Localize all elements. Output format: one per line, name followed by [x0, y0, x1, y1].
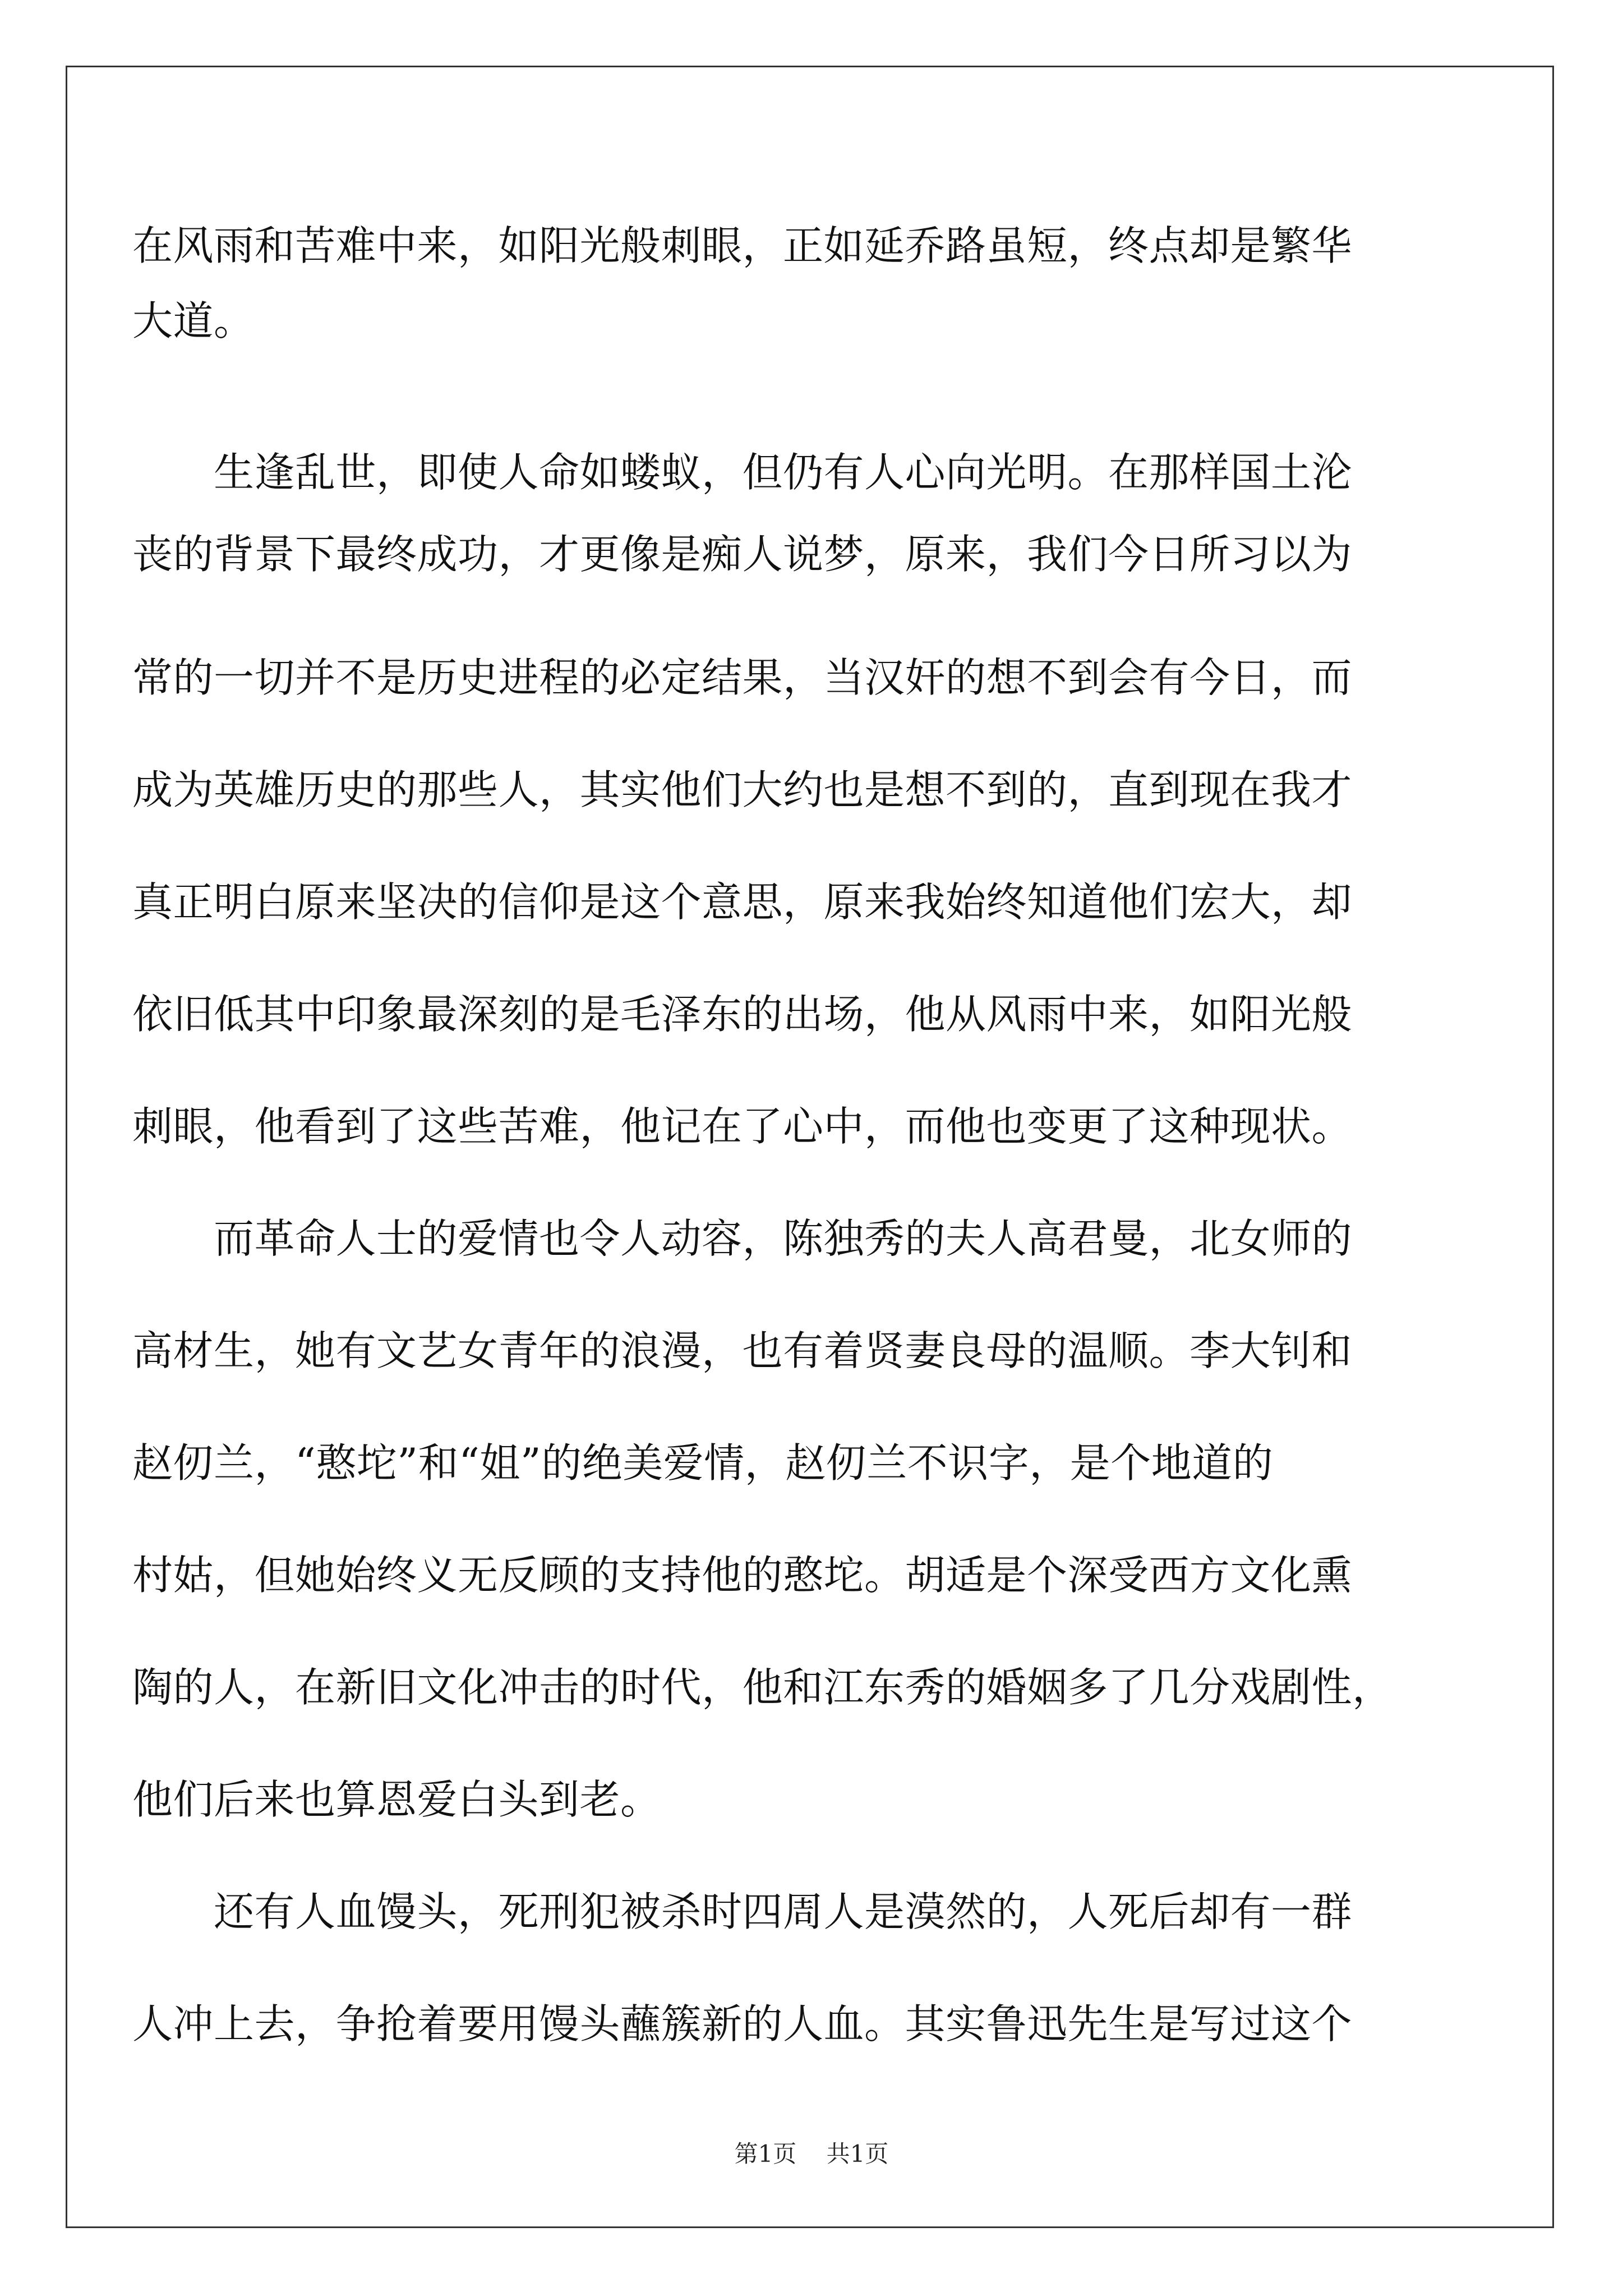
text-line: 刺眼，他看到了这些苦难，他记在了心中，而他也变更了这种现状。	[132, 1103, 1353, 1150]
text-line: 陶的人，在新旧文化冲击的时代，他和江东秀的婚姻多了几分戏剧性，	[132, 1664, 1393, 1711]
page-footer	[0, 2137, 1623, 2171]
text-line: 依旧低其中印象最深刻的是毛泽东的出场，他从风雨中来，如阳光般	[132, 991, 1353, 1038]
page-total: 共1页	[826, 2140, 889, 2168]
text-line: 村姑，但她始终义无反顾的支持他的憨坨。胡适是个深受西方文化熏	[132, 1552, 1353, 1599]
text-line: 还有人血馒头，死刑犯被杀时四周人是漠然的，人死后却有一群	[132, 1888, 1353, 1935]
text-line: 真正明白原来坚决的信仰是这个意思，原来我始终知道他们宏大，却	[132, 878, 1353, 926]
text-line: 赵仞兰，“憨坨”和“姐”的绝美爱情，赵仞兰不识字，是个地道的	[132, 1439, 1274, 1487]
text-line: 丧的背景下最终成功，才更像是痴人说梦，原来，我们今日所习以为	[132, 531, 1353, 578]
text-line: 大道。	[132, 297, 255, 344]
page-number: 第1页	[734, 2140, 797, 2168]
text-line: 而革命人士的爱情也令人动容，陈独秀的夫人高君曼，北女师的	[132, 1215, 1353, 1262]
text-line: 他们后来也算恩爱白头到老。	[132, 1776, 661, 1823]
text-line: 人冲上去，争抢着要用馒头蘸簇新的人血。其实鲁迅先生是写过这个	[132, 2000, 1353, 2047]
text-line: 常的一切并不是历史进程的必定结果，当汉奸的想不到会有今日，而	[132, 654, 1353, 701]
text-line: 在风雨和苦难中来，如阳光般刺眼，正如延乔路虽短，终点却是繁华	[132, 222, 1353, 269]
text-line: 成为英雄历史的那些人，其实他们大约也是想不到的，直到现在我才	[132, 766, 1353, 813]
text-line: 高材生，她有文艺女青年的浪漫，也有着贤妻良母的温顺。李大钊和	[132, 1327, 1353, 1374]
text-line: 生逢乱世，即使人命如蝼蚁，但仍有人心向光明。在那样国土沦	[132, 449, 1353, 496]
